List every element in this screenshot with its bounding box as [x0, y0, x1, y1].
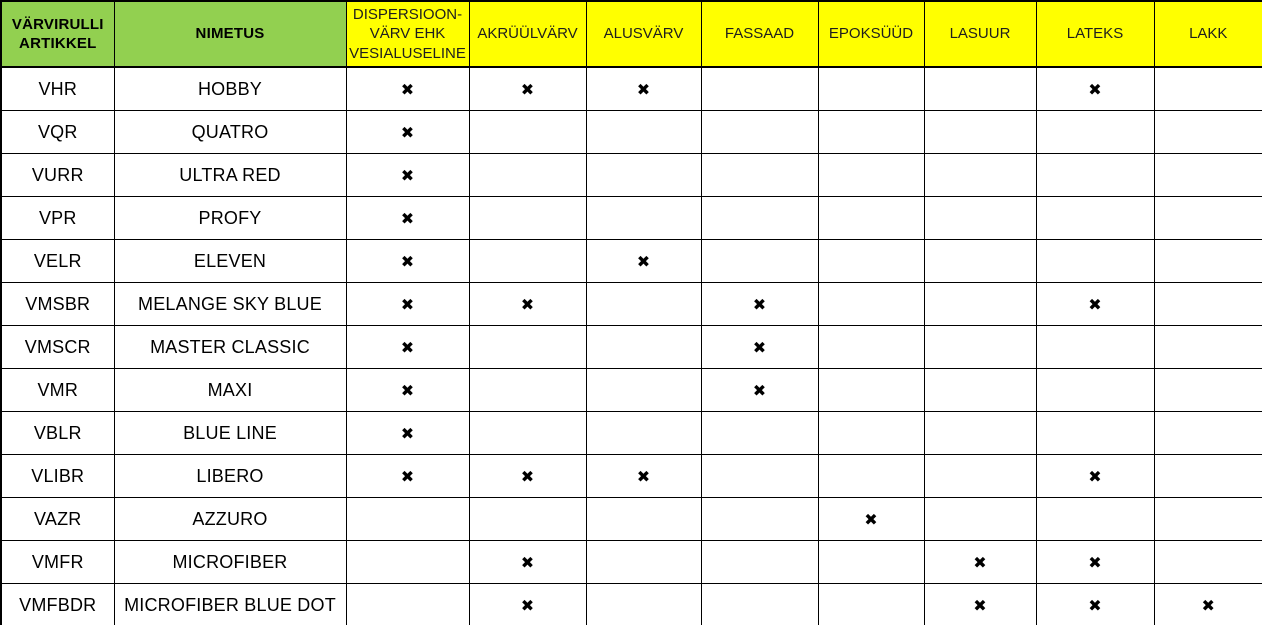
compatibility-cell — [346, 584, 469, 625]
x-mark-icon: ✖ — [520, 552, 535, 572]
x-mark-icon: ✖ — [752, 380, 767, 400]
compatibility-cell — [818, 154, 924, 197]
compatibility-cell — [1036, 197, 1154, 240]
compatibility-cell — [924, 67, 1036, 111]
compatibility-cell — [924, 111, 1036, 154]
article-code-cell: VURR — [1, 154, 114, 197]
compatibility-cell — [818, 498, 924, 541]
compatibility-cell — [346, 197, 469, 240]
table-row — [1, 326, 1262, 369]
table-row — [1, 584, 1262, 625]
compatibility-cell — [586, 154, 701, 197]
column-header-dispersioonvarv: DISPERSIOON-VÄRV EHK VESIALUSELINE — [346, 1, 469, 67]
compatibility-cell — [1036, 154, 1154, 197]
compatibility-cell — [1036, 283, 1154, 326]
compatibility-cell — [701, 111, 818, 154]
compatibility-cell — [586, 326, 701, 369]
x-mark-icon: ✖ — [636, 251, 651, 271]
table-row — [1, 541, 1262, 584]
product-name-cell: BLUE LINE — [114, 412, 346, 455]
compatibility-cell — [469, 412, 586, 455]
compatibility-cell — [924, 154, 1036, 197]
table-row — [1, 240, 1262, 283]
compatibility-cell — [818, 412, 924, 455]
compatibility-cell — [346, 111, 469, 154]
compatibility-cell — [701, 326, 818, 369]
compatibility-cell — [1036, 412, 1154, 455]
x-mark-icon: ✖ — [400, 79, 415, 99]
x-mark-icon: ✖ — [1088, 466, 1102, 486]
table-row — [1, 412, 1262, 455]
x-mark-icon: ✖ — [400, 466, 415, 486]
x-mark-icon: ✖ — [520, 595, 535, 615]
compatibility-cell — [924, 584, 1036, 625]
x-mark-icon: ✖ — [1088, 552, 1102, 572]
product-name-cell: QUATRO — [114, 111, 346, 154]
column-header-lateks: LATEKS — [1036, 1, 1154, 67]
product-name-cell: AZZURO — [114, 498, 346, 541]
compatibility-cell — [1154, 326, 1262, 369]
compatibility-cell — [924, 326, 1036, 369]
compatibility-cell — [1036, 240, 1154, 283]
compatibility-cell — [1154, 67, 1262, 111]
compatibility-cell — [586, 455, 701, 498]
product-name-cell: LIBERO — [114, 455, 346, 498]
product-name-cell: MASTER CLASSIC — [114, 326, 346, 369]
compatibility-cell — [818, 541, 924, 584]
compatibility-cell — [818, 240, 924, 283]
compatibility-cell — [701, 455, 818, 498]
compatibility-cell — [469, 240, 586, 283]
compatibility-cell — [701, 283, 818, 326]
compatibility-cell — [818, 369, 924, 412]
compatibility-cell — [346, 412, 469, 455]
x-mark-icon: ✖ — [1088, 79, 1102, 99]
column-header-lakk: LAKK — [1154, 1, 1262, 67]
x-mark-icon: ✖ — [520, 466, 535, 486]
column-header-nimetus: NIMETUS — [114, 1, 346, 67]
compatibility-cell — [586, 498, 701, 541]
compatibility-cell — [924, 541, 1036, 584]
x-mark-icon: ✖ — [636, 79, 651, 99]
table-row — [1, 455, 1262, 498]
column-header-fassaad: FASSAAD — [701, 1, 818, 67]
compatibility-cell — [924, 283, 1036, 326]
product-name-cell: ELEVEN — [114, 240, 346, 283]
compatibility-cell — [818, 111, 924, 154]
article-code-cell: VMSBR — [1, 283, 114, 326]
table-row — [1, 111, 1262, 154]
x-mark-icon: ✖ — [636, 466, 651, 486]
x-mark-icon: ✖ — [752, 294, 767, 314]
product-name-cell: MICROFIBER — [114, 541, 346, 584]
article-code-cell: VELR — [1, 240, 114, 283]
compatibility-cell — [701, 197, 818, 240]
compatibility-cell — [1154, 455, 1262, 498]
compatibility-cell — [701, 541, 818, 584]
x-mark-icon: ✖ — [400, 208, 415, 228]
compatibility-cell — [1154, 111, 1262, 154]
x-mark-icon: ✖ — [400, 122, 415, 142]
article-code-cell: VHR — [1, 67, 114, 111]
compatibility-cell — [1154, 584, 1262, 625]
table-row — [1, 369, 1262, 412]
article-code-cell: VPR — [1, 197, 114, 240]
compatibility-cell — [346, 541, 469, 584]
compatibility-cell — [586, 584, 701, 625]
compatibility-cell — [586, 240, 701, 283]
x-mark-icon: ✖ — [520, 294, 535, 314]
compatibility-cell — [1154, 541, 1262, 584]
compatibility-cell — [1154, 412, 1262, 455]
x-mark-icon: ✖ — [1201, 595, 1215, 615]
compatibility-cell — [586, 369, 701, 412]
compatibility-cell — [924, 412, 1036, 455]
table-row — [1, 154, 1262, 197]
compatibility-cell — [1154, 240, 1262, 283]
article-code-cell: VQR — [1, 111, 114, 154]
product-name-cell: HOBBY — [114, 67, 346, 111]
compatibility-cell — [818, 67, 924, 111]
compatibility-cell — [818, 197, 924, 240]
x-mark-icon: ✖ — [752, 337, 767, 357]
x-mark-icon: ✖ — [400, 165, 415, 185]
compatibility-cell — [469, 498, 586, 541]
compatibility-cell — [701, 412, 818, 455]
compatibility-cell — [469, 541, 586, 584]
x-mark-icon: ✖ — [400, 251, 415, 271]
compatibility-cell — [701, 369, 818, 412]
compatibility-cell — [346, 369, 469, 412]
compatibility-cell — [586, 412, 701, 455]
compatibility-cell — [1154, 498, 1262, 541]
compatibility-cell — [701, 154, 818, 197]
compatibility-cell — [469, 369, 586, 412]
compatibility-cell — [1036, 584, 1154, 625]
x-mark-icon: ✖ — [520, 79, 535, 99]
column-header-akruulvarv: AKRÜÜLVÄRV — [469, 1, 586, 67]
column-header-lasuur: LASUUR — [924, 1, 1036, 67]
product-name-cell: MAXI — [114, 369, 346, 412]
x-mark-icon: ✖ — [400, 294, 415, 314]
compatibility-cell — [924, 455, 1036, 498]
compatibility-cell — [1036, 541, 1154, 584]
table-row — [1, 197, 1262, 240]
x-mark-icon: ✖ — [400, 423, 415, 443]
x-mark-icon: ✖ — [400, 337, 415, 357]
compatibility-cell — [924, 197, 1036, 240]
compatibility-cell — [701, 498, 818, 541]
compatibility-cell — [1036, 498, 1154, 541]
compatibility-cell — [469, 326, 586, 369]
compatibility-cell — [818, 455, 924, 498]
product-name-cell: MELANGE SKY BLUE — [114, 283, 346, 326]
x-mark-icon: ✖ — [973, 595, 987, 615]
product-name-cell: MICROFIBER BLUE DOT — [114, 584, 346, 625]
compatibility-cell — [586, 111, 701, 154]
compatibility-cell — [346, 283, 469, 326]
compatibility-cell — [469, 455, 586, 498]
x-mark-icon: ✖ — [400, 380, 415, 400]
compatibility-cell — [469, 154, 586, 197]
compatibility-cell — [469, 197, 586, 240]
x-mark-icon: ✖ — [1088, 294, 1102, 314]
table-row — [1, 283, 1262, 326]
column-header-epoksuud: EPOKSÜÜD — [818, 1, 924, 67]
compatibility-cell — [586, 541, 701, 584]
compatibility-cell — [469, 67, 586, 111]
table-row — [1, 498, 1262, 541]
compatibility-cell — [701, 584, 818, 625]
x-mark-icon: ✖ — [973, 552, 987, 572]
article-code-cell: VMFBDR — [1, 584, 114, 625]
column-header-alusvarv: ALUSVÄRV — [586, 1, 701, 67]
compatibility-cell — [1154, 197, 1262, 240]
compatibility-cell — [1036, 369, 1154, 412]
article-code-cell: VLIBR — [1, 455, 114, 498]
compatibility-cell — [346, 67, 469, 111]
compatibility-cell — [818, 326, 924, 369]
article-code-cell: VMSCR — [1, 326, 114, 369]
x-mark-icon: ✖ — [1088, 595, 1102, 615]
x-mark-icon: ✖ — [864, 509, 878, 529]
compatibility-cell — [924, 240, 1036, 283]
compatibility-cell — [1036, 67, 1154, 111]
compatibility-cell — [701, 240, 818, 283]
compatibility-cell — [586, 283, 701, 326]
compatibility-cell — [818, 283, 924, 326]
table-row — [1, 67, 1262, 111]
compatibility-cell — [469, 111, 586, 154]
article-code-cell: VMFR — [1, 541, 114, 584]
compatibility-cell — [346, 498, 469, 541]
compatibility-cell — [1036, 326, 1154, 369]
compatibility-cell — [1154, 369, 1262, 412]
compatibility-cell — [469, 283, 586, 326]
compatibility-cell — [1036, 111, 1154, 154]
article-code-cell: VAZR — [1, 498, 114, 541]
compatibility-cell — [1154, 154, 1262, 197]
article-code-cell: VMR — [1, 369, 114, 412]
compatibility-cell — [924, 369, 1036, 412]
compatibility-cell — [469, 584, 586, 625]
compatibility-cell — [346, 240, 469, 283]
compatibility-cell — [346, 154, 469, 197]
product-name-cell: ULTRA RED — [114, 154, 346, 197]
product-name-cell: PROFY — [114, 197, 346, 240]
compatibility-cell — [346, 326, 469, 369]
compatibility-cell — [924, 498, 1036, 541]
compatibility-cell — [586, 67, 701, 111]
compatibility-cell — [586, 197, 701, 240]
header-row — [1, 1, 1262, 67]
article-code-cell: VBLR — [1, 412, 114, 455]
compatibility-cell — [701, 67, 818, 111]
compatibility-cell — [346, 455, 469, 498]
compatibility-cell — [1036, 455, 1154, 498]
compatibility-cell — [1154, 283, 1262, 326]
compatibility-cell — [818, 584, 924, 625]
column-header-varvirulli-artikkel: VÄRVIRULLI ARTIKKEL — [1, 1, 114, 67]
